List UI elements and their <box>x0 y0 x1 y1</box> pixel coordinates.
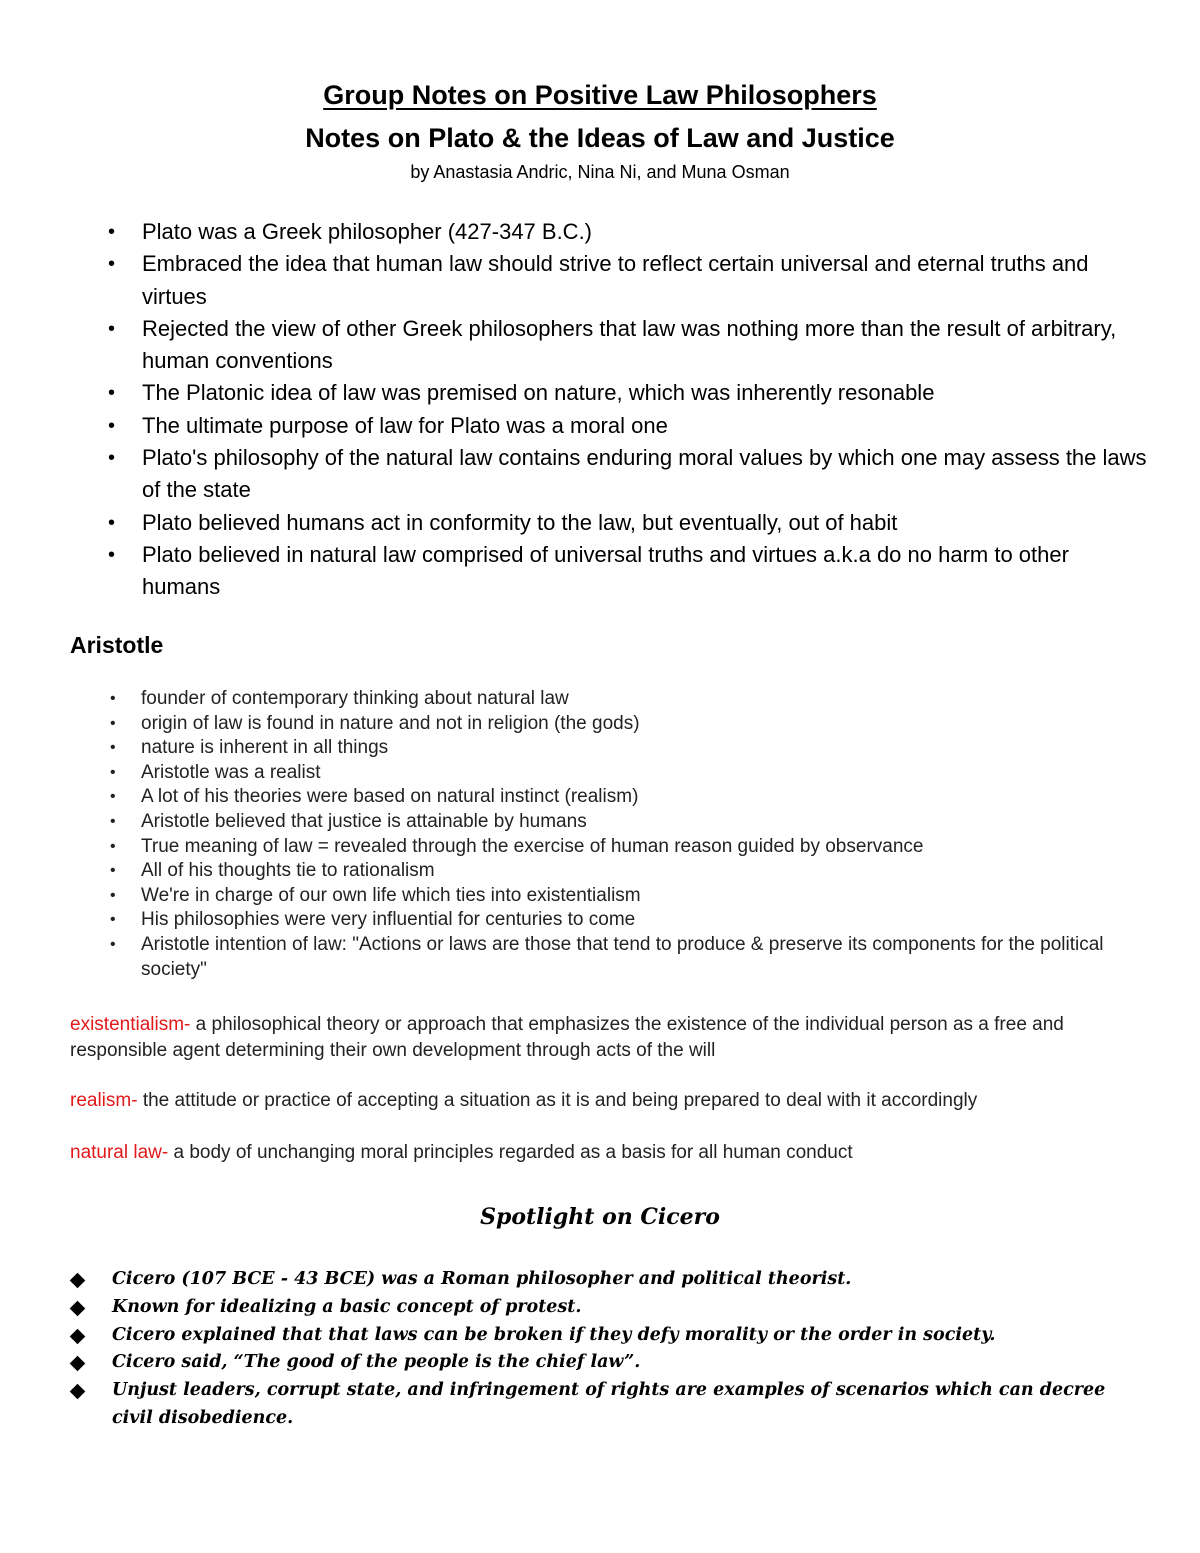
list-item-text: The ultimate purpose of law for Plato was a moral one <box>142 412 668 438</box>
bullet-icon: • <box>110 714 116 732</box>
list-item-text: All of his thoughts tie to rationalism <box>141 860 435 882</box>
list-item <box>70 1377 1150 1433</box>
bullet-icon: • <box>108 317 116 340</box>
cicero-notes-list <box>70 1266 1150 1433</box>
list-item <box>110 785 1150 810</box>
list-item-text: A lot of his theories were based on natural instinct (realism) <box>141 786 639 808</box>
definition-term: existentialism- <box>70 1014 191 1035</box>
list-item-text: Plato was a Greek philosopher (427-347 B.C.) <box>142 219 593 244</box>
list-item-text: origin of law is found in nature and not in religion (the gods) <box>141 712 640 734</box>
definition-term: realism- <box>70 1090 138 1111</box>
list-item <box>110 908 1150 933</box>
list-item-text: Unjust leaders, corrupt state, and infringement of rights are examples of scenarios which can decree civil disobedience. <box>112 1380 1106 1428</box>
list-item-text: Cicero explained that that laws can be broken if they defy morality or the order in society. <box>112 1324 996 1345</box>
list-item <box>110 761 1150 786</box>
list-item <box>110 736 1150 761</box>
bullet-icon: • <box>110 911 116 929</box>
cicero-heading: Spotlight on Cicero <box>480 1204 720 1230</box>
list-item-text: nature is inherent in all things <box>141 737 389 759</box>
definition-natural-law <box>70 1140 1130 1166</box>
bullet-icon: • <box>110 862 116 880</box>
list-item <box>70 1349 1150 1377</box>
list-item-text: Aristotle believed that justice is attainable by humans <box>141 810 587 832</box>
list-item <box>110 884 1150 909</box>
list-item <box>70 1322 1150 1350</box>
list-item <box>110 859 1150 884</box>
definition-existentialism <box>70 1012 1130 1063</box>
list-item <box>108 313 1148 378</box>
list-item-text: Plato believed in natural law comprised of universal truths and virtues a.k.a do no harm to other humans <box>142 541 1069 600</box>
list-item <box>110 933 1150 982</box>
list-item <box>108 377 1148 409</box>
diamond-bullet-icon <box>70 1328 86 1344</box>
list-item <box>110 810 1150 835</box>
bullet-icon: • <box>108 447 116 470</box>
diamond-bullet-icon <box>70 1356 86 1372</box>
author-line: by Anastasia Andric, Nina Ni, and Muna Osman <box>410 162 790 182</box>
list-item-text: Aristotle was a realist <box>141 761 321 783</box>
definition-text: a philosophical theory or approach that emphasizes the existence of the individual person as a free and responsible agent determining their own development through acts of the will <box>70 1014 1064 1061</box>
diamond-bullet-icon <box>70 1384 86 1400</box>
diamond-bullet-icon <box>70 1301 86 1317</box>
document-title: Group Notes on Positive Law Philosophers <box>323 80 877 110</box>
list-item-text: Aristotle intention of law: "Actions or laws are those that tend to produce & preserve its components for the political society" <box>141 933 1104 980</box>
list-item-text: Plato believed humans act in conformity to the law, but eventually, out of habit <box>142 509 898 535</box>
bullet-icon: • <box>110 788 116 806</box>
document-subtitle: Notes on Plato & the Ideas of Law and Justice <box>305 123 895 153</box>
bullet-icon: • <box>110 763 116 781</box>
definition-realism <box>70 1088 1130 1114</box>
list-item <box>110 835 1150 860</box>
bullet-icon: • <box>110 837 116 855</box>
list-item-text: Cicero (107 BCE - 43 BCE) was a Roman philosopher and political theorist. <box>112 1269 852 1289</box>
list-item <box>70 1294 1150 1322</box>
bullet-icon: • <box>110 739 116 757</box>
definition-text: the attitude or practice of accepting a situation as it is and being prepared to deal with it accordingly <box>137 1090 978 1111</box>
definition-text: a body of unchanging moral principles regarded as a basis for all human conduct <box>168 1142 853 1163</box>
bullet-icon: • <box>108 543 116 566</box>
list-item-text: Plato's philosophy of the natural law contains enduring moral values by which one may assess the laws of the state <box>142 445 1147 503</box>
bullet-icon: • <box>110 812 116 830</box>
bullet-icon: • <box>108 221 116 243</box>
list-item-text: Rejected the view of other Greek philosophers that law was nothing more than the result of arbitrary, human conventions <box>142 315 1117 374</box>
bullet-icon: • <box>110 690 116 707</box>
list-item-text: We're in charge of our own life which ties into existentialism <box>141 884 641 906</box>
list-item <box>70 1266 1150 1294</box>
bullet-icon: • <box>108 253 116 276</box>
list-item-text: Embraced the idea that human law should strive to reflect certain universal and eternal truths and virtues <box>142 251 1089 309</box>
bullet-icon: • <box>108 414 116 437</box>
bullet-icon: • <box>110 886 116 904</box>
bullet-icon: • <box>110 935 116 953</box>
list-item-text: True meaning of law = revealed through the exercise of human reason guided by observance <box>141 835 924 857</box>
bullet-icon: • <box>108 511 116 534</box>
definition-term: natural law- <box>70 1142 169 1163</box>
diamond-bullet-icon <box>70 1273 86 1289</box>
list-item-text: The Platonic idea of law was premised on nature, which was inherently resonable <box>142 380 935 406</box>
list-item-text: Known for idealizing a basic concept of protest. <box>112 1296 582 1317</box>
list-item <box>108 410 1148 442</box>
bullet-icon: • <box>108 382 116 405</box>
list-item <box>108 507 1148 539</box>
list-item-text: Cicero said, “The good of the people is the chief law”. <box>112 1352 641 1373</box>
list-item <box>108 216 1148 248</box>
list-item <box>108 442 1148 507</box>
aristotle-heading: Aristotle <box>70 632 164 658</box>
plato-notes-list <box>108 216 1148 604</box>
list-item <box>108 248 1148 313</box>
list-item-text: His philosophies were very influential for centuries to come <box>141 909 636 931</box>
list-item-text: founder of contemporary thinking about natural law <box>141 688 569 709</box>
list-item <box>110 687 1150 712</box>
list-item <box>108 539 1148 604</box>
aristotle-notes-list <box>110 687 1150 982</box>
list-item <box>110 712 1150 737</box>
